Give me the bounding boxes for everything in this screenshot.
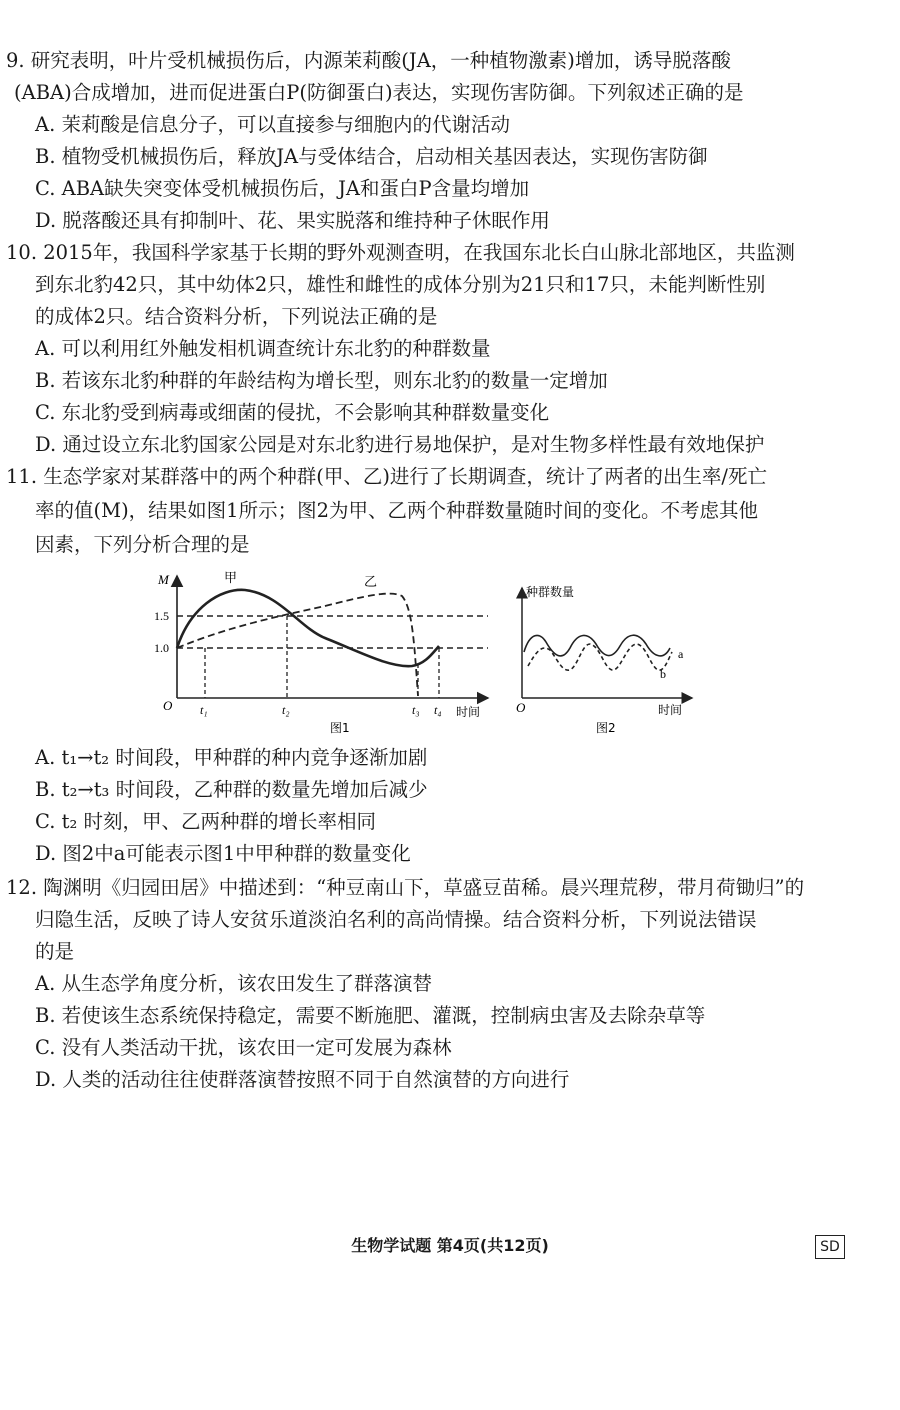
fig1-curve-label-yi: 乙 bbox=[364, 575, 378, 590]
q9-option-b: B. 植物受机械损伤后，释放JA与受体结合，启动相关基因表达，实现伤害防御 bbox=[35, 145, 708, 168]
q9-option-d: D. 脱落酸还具有抑制叶、花、果实脱落和维持种子休眠作用 bbox=[35, 209, 550, 232]
fig1-tick-1.0: 1.0 bbox=[154, 641, 169, 655]
q12-option-a: A. 从生态学角度分析，该农田发生了群落演替 bbox=[35, 972, 432, 995]
q10-option-b: B. 若该东北豹种群的年龄结构为增长型，则东北豹的数量一定增加 bbox=[35, 369, 608, 392]
q12-stem-line-3: 的是 bbox=[35, 940, 75, 963]
q12-stem-line-1: 12. 陶渊明《归园田居》中描述到：“种豆南山下，草盛豆苗稀。晨兴理荒秽，带月荷锄归”的 bbox=[6, 876, 805, 899]
q11-option-c: C. t₂ 时刻，甲、乙两种群的增长率相同 bbox=[35, 810, 376, 833]
q10-option-d: D. 通过设立东北豹国家公园是对东北豹进行易地保护，是对生物多样性最有效地保护 bbox=[35, 433, 765, 456]
q11-stem-line-1: 11. 生态学家对某群落中的两个种群(甲、乙)进行了长期调查，统计了两者的出生率/死亡 bbox=[6, 465, 767, 488]
q10-stem-line-1: 10. 2015年，我国科学家基于长期的野外观测查明，在我国东北长白山脉北部地区，共监测 bbox=[6, 241, 795, 264]
q11-stem-line-2: 率的值(M)，结果如图1所示；图2为甲、乙两个种群数量随时间的变化。不考虑其他 bbox=[35, 499, 758, 522]
fig2-x-label: 时间 bbox=[658, 703, 683, 717]
figure-1 bbox=[150, 568, 500, 740]
q11-option-d: D. 图2中a可能表示图1中甲种群的数量变化 bbox=[35, 842, 411, 865]
q12-option-c: C. 没有人类活动干扰，该农田一定可发展为森林 bbox=[35, 1036, 452, 1059]
fig2-y-label: 种群数量 bbox=[526, 585, 575, 599]
q9-stem-line-1: 9. 研究表明，叶片受机械损伤后，内源茉莉酸(JA，一种植物激素)增加，诱导脱落酸 bbox=[6, 49, 731, 72]
fig1-tick-t4: t₄ bbox=[434, 703, 442, 717]
q12-stem-line-2: 归隐生活，反映了诗人安贫乐道淡泊名利的高尚情操。结合资料分析，下列说法错误 bbox=[35, 908, 757, 931]
fig1-x-label: 时间 bbox=[456, 705, 481, 719]
figure-2 bbox=[508, 582, 698, 740]
page-footer: 生物学试题 第4页(共12页) bbox=[351, 1236, 549, 1255]
fig2-curve-label-a: a bbox=[678, 647, 684, 661]
q10-stem-line-2: 到东北豹42只，其中幼体2只，雄性和雌性的成体分别为21只和17只，未能判断性别 bbox=[35, 273, 766, 296]
fig1-origin: O bbox=[163, 698, 173, 713]
q9-stem-line-2: (ABA)合成增加，进而促进蛋白P(防御蛋白)表达，实现伤害防御。下列叙述正确的是 bbox=[14, 81, 744, 104]
fig2-caption: 图2 bbox=[596, 721, 616, 735]
q12-option-d: D. 人类的活动往往使群落演替按照不同于自然演替的方向进行 bbox=[35, 1068, 570, 1091]
fig2-origin: O bbox=[516, 700, 526, 715]
q10-option-c: C. 东北豹受到病毒或细菌的侵扰，不会影响其种群数量变化 bbox=[35, 401, 550, 424]
fig1-y-label: M bbox=[158, 572, 169, 587]
q9-option-a: A. 茉莉酸是信息分子，可以直接参与细胞内的代谢活动 bbox=[35, 113, 510, 136]
fig1-tick-1.5: 1.5 bbox=[154, 609, 169, 623]
fig1-caption: 图1 bbox=[330, 721, 350, 735]
q11-stem-line-3: 因素，下列分析合理的是 bbox=[35, 533, 250, 556]
fig2-curve-label-b: b bbox=[660, 667, 666, 681]
q10-stem-line-3: 的成体2只。结合资料分析，下列说法正确的是 bbox=[35, 305, 438, 328]
fig1-tick-t2: t₂ bbox=[282, 703, 290, 717]
q9-option-c: C. ABA缺失突变体受机械损伤后，JA和蛋白P含量均增加 bbox=[35, 177, 530, 200]
fig2-curve-a bbox=[524, 635, 670, 656]
region-badge: SD bbox=[815, 1235, 845, 1259]
fig1-curve-jia bbox=[177, 590, 439, 666]
q12-option-b: B. 若使该生态系统保持稳定，需要不断施肥、灌溉，控制病虫害及去除杂草等 bbox=[35, 1004, 706, 1027]
fig1-curve-yi bbox=[177, 594, 418, 696]
fig1-tick-t1: t₁ bbox=[200, 703, 208, 717]
fig1-curve-label-jia: 甲 bbox=[224, 571, 238, 586]
q11-option-a: A. t₁→t₂ 时间段，甲种群的种内竞争逐渐加剧 bbox=[35, 746, 428, 769]
q11-option-b: B. t₂→t₃ 时间段，乙种群的数量先增加后减少 bbox=[35, 778, 428, 801]
q10-option-a: A. 可以利用红外触发相机调查统计东北豹的种群数量 bbox=[35, 337, 491, 360]
fig1-tick-t3: t₃ bbox=[412, 703, 420, 717]
